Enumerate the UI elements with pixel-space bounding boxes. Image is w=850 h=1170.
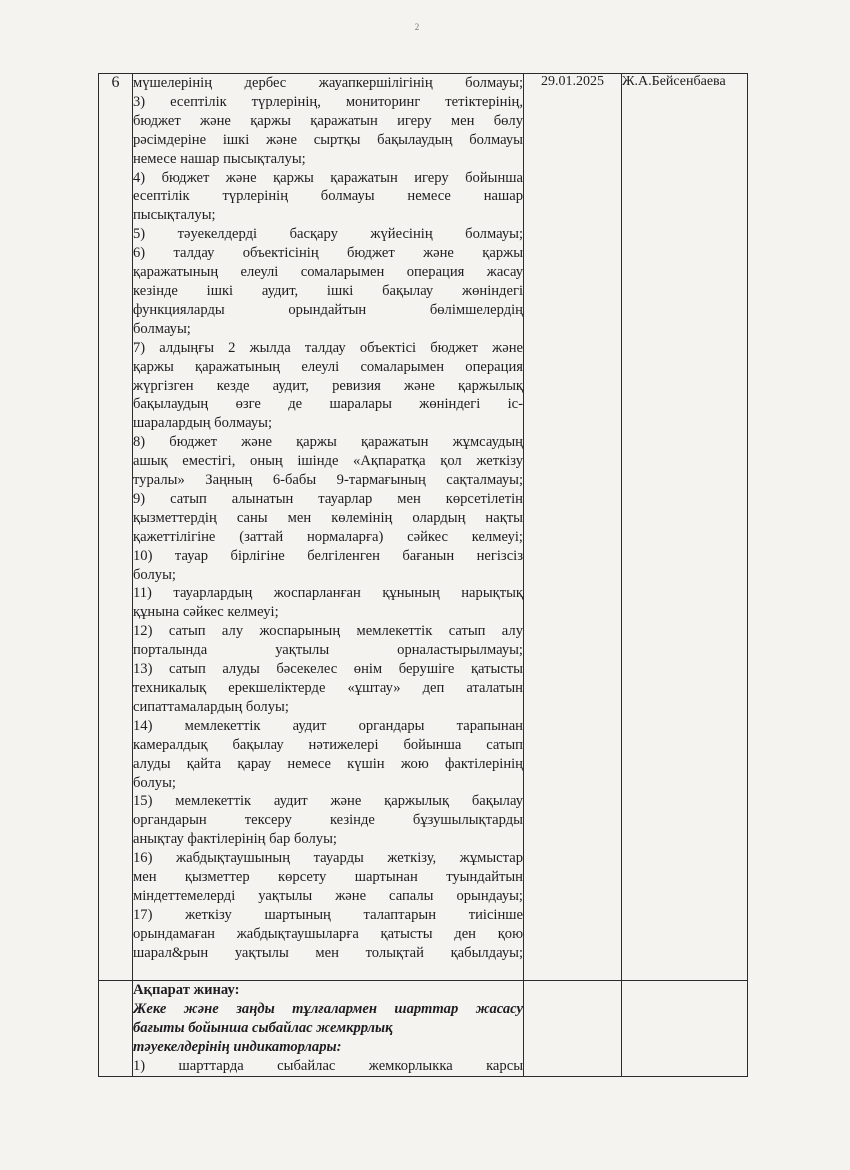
text-line: орындамаған жабдықтаушыларға қатысты ден қою bbox=[133, 925, 523, 942]
text-line: 8) бюджет және қаржы қаражатын жұмсаудың bbox=[133, 434, 523, 451]
risk-indicators-cell bbox=[133, 74, 524, 981]
text-line: рәсімдеріне ішкі және сыртқы бақылаудың болмауы bbox=[133, 131, 523, 148]
text-line: 16) жабдықтаушының тауарды жеткізу, жұмыстар bbox=[133, 850, 523, 867]
text-line: туралы» Заңның 6-бабы 9-тармағының сақталмауы; bbox=[133, 472, 523, 489]
text-line: немесе нашар пысықталуы; bbox=[133, 150, 306, 167]
text-line: болмауы; bbox=[133, 320, 191, 337]
info-collection-cell bbox=[133, 981, 524, 1077]
row-number: 6 bbox=[99, 74, 133, 981]
text-line: техникалық ерекшеліктерде «ұштау» деп аталатын bbox=[133, 680, 523, 696]
text-line: 3) есептілік түрлерінің, мониторинг тетіктерінің, bbox=[133, 93, 523, 110]
text-line: 7) алдыңғы 2 жылда талдау объектісі бюджет және bbox=[133, 339, 523, 356]
deadline-date bbox=[524, 981, 622, 1077]
text-line: 9) сатып алынатын тауарлар мен көрсетілетін bbox=[133, 490, 523, 507]
text-line: 11) тауарлардың жоспарланған құнының нарықтық bbox=[133, 585, 523, 602]
text-line: 13) сатып алуды бәсекелес өнім берушіге қатысты bbox=[133, 661, 523, 678]
text-line: бюджет және қаржы қаражатын игеру мен бөлу bbox=[133, 112, 523, 129]
text-line: жүргізген кезде аудит, ревизия және қаржылық bbox=[133, 377, 523, 394]
text-line: 12) сатып алу жоспарының мемлекеттік сатып алу bbox=[133, 623, 523, 640]
text-line: шарал&рын уақтылы мен толықтай қабылдауы; bbox=[133, 944, 523, 961]
text-line: анықтау фактілерінің бар болуы; bbox=[133, 831, 337, 848]
document-table bbox=[98, 73, 748, 1077]
text-line: құнына сәйкес келмеуі; bbox=[133, 604, 279, 621]
text-line: пысықталуы; bbox=[133, 207, 216, 224]
text-line: сипаттамалардың болуы; bbox=[133, 698, 289, 715]
indicator-list bbox=[133, 74, 523, 963]
text-line: 5) тәуекелдерді басқару жүйесінің болмауы; bbox=[133, 226, 523, 243]
section-heading: Ақпарат жинау: bbox=[133, 982, 240, 998]
text-line: 10) тауар бірлігіне белгіленген бағанын негізсіз bbox=[133, 547, 523, 564]
text-line: 4) бюджет және қаржы қаражатын игеру бойынша bbox=[133, 169, 523, 186]
table-row bbox=[99, 74, 748, 981]
text-line: кезінде ішкі аудит, ішкі бақылау жөніндегі bbox=[133, 282, 523, 299]
text-line: 17) жеткізу шартының талаптарын тиісінше bbox=[133, 906, 523, 923]
text-line: 15) мемлекеттік аудит және қаржылық бақылау bbox=[133, 793, 523, 810]
deadline-date: 29.01.2025 bbox=[524, 74, 622, 981]
text-line: мен қызметтер көрсету шартынан туындайтын bbox=[133, 869, 523, 886]
section-subheading bbox=[133, 1000, 523, 1057]
text-line: функцияларды орындайтын бөлімшелердің bbox=[133, 301, 523, 318]
text-line: алуды қайта қарау немесе күшін жою фактілерінің bbox=[133, 755, 523, 772]
text-line: тәуекелдерінің индикаторлары: bbox=[133, 1038, 342, 1055]
responsible-person bbox=[622, 981, 748, 1077]
text-line: қызметтердің саны мен көлемінің олардың нақты bbox=[133, 509, 523, 526]
table-row bbox=[99, 981, 748, 1077]
text-line: Жеке және заңды тұлғалармен шарттар жасасу bbox=[133, 1000, 523, 1017]
text-line: болуы; bbox=[133, 566, 176, 583]
text-line: шаралардың болмауы; bbox=[133, 415, 273, 432]
text-line: міндеттемелерді уақтылы және сапалы орындауы; bbox=[133, 887, 523, 904]
indicator-list bbox=[133, 1057, 523, 1076]
text-line: мүшелерінің дербес жауапкершілігінің болмауы; bbox=[133, 75, 523, 91]
row-number bbox=[99, 981, 133, 1077]
text-line: камералдық бақылау нәтижелері бойынша сатып bbox=[133, 736, 523, 753]
text-line: қаржы қаражатының елеулі сомаларымен операция bbox=[133, 358, 523, 375]
text-line: ашық еместігі, оның ішінде «Ақпаратқа қол жеткізу bbox=[133, 453, 523, 470]
text-line: порталында уақтылы орналастырылмауы; bbox=[133, 642, 523, 659]
text-line: қаражатының елеулі сомаларымен операция жасау bbox=[133, 264, 523, 281]
text-line: есептілік түрлерінің болмауы немесе нашар bbox=[133, 188, 523, 205]
text-line: бағыты бойынша сыбайлас жемкррлық bbox=[133, 1019, 393, 1036]
text-line: 1) шарттарда сыбайлас жемкорлыкка карсы bbox=[133, 1057, 523, 1074]
text-line: болуы; bbox=[133, 774, 176, 791]
text-line: органдарын тексеру кезінде бұзушылықтарды bbox=[133, 812, 523, 829]
text-line: қажеттілігіне (заттай нормаларға) сәйкес келмеуі; bbox=[133, 528, 523, 545]
page-number: 2 bbox=[414, 22, 420, 32]
text-line: 14) мемлекеттік аудит органдары тарапынан bbox=[133, 717, 523, 734]
text-line: бақылаудың өзге де шаралары жөніндегі іс- bbox=[133, 396, 523, 413]
responsible-person: Ж.А.Бейсенбаева bbox=[622, 74, 748, 981]
text-line: 6) талдау объектісінің бюджет және қаржы bbox=[133, 245, 523, 262]
